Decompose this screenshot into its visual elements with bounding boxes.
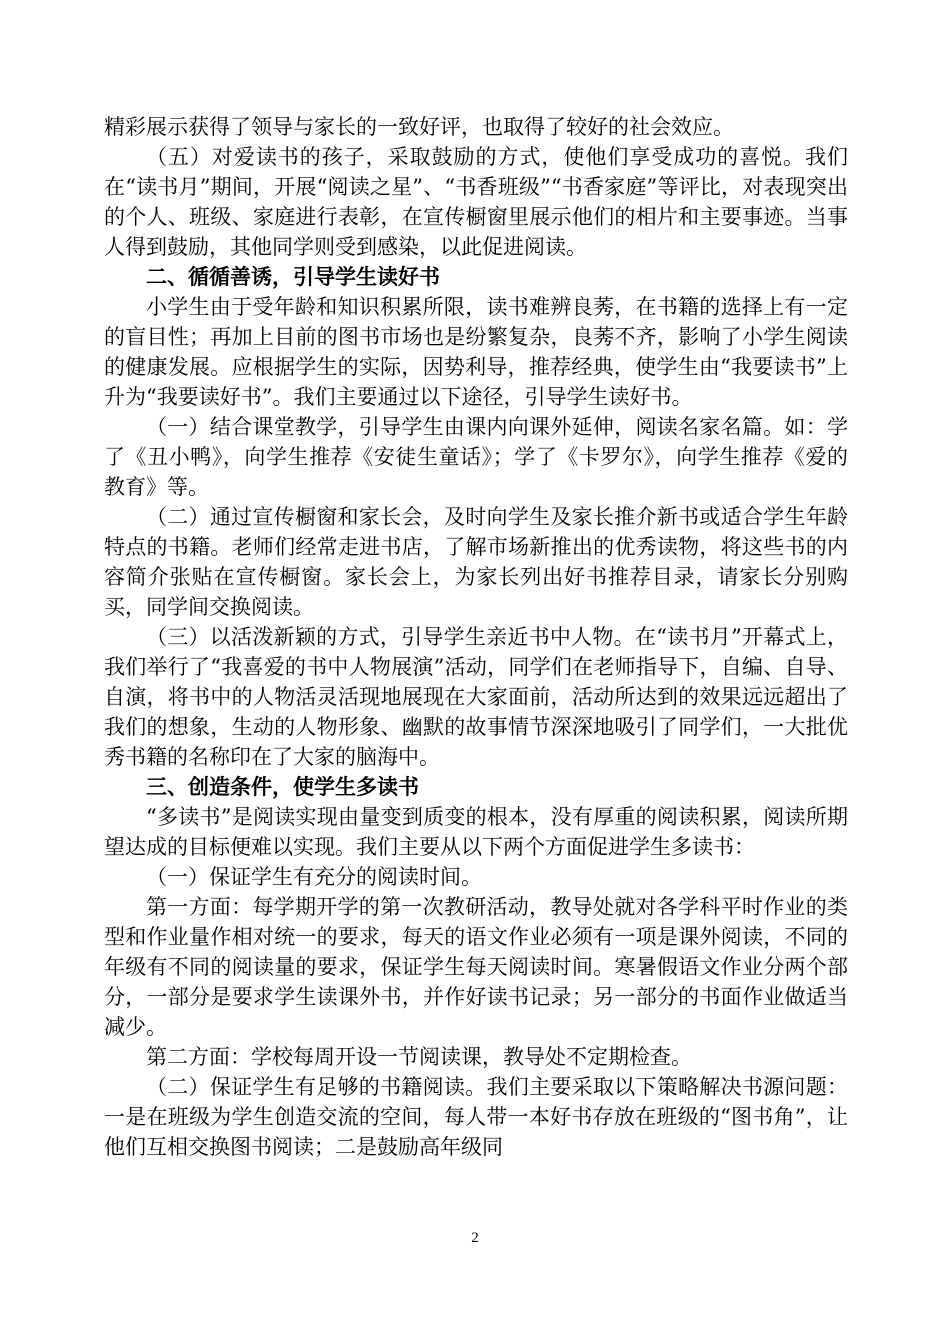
document-body xyxy=(104,112,848,1162)
paragraph: （五）对爱读书的孩子，采取鼓励的方式，使他们享受成功的喜悦。我们在“读书月”期间，开展“阅读之星”、“书香班级”“书香家庭”等评比，对表现突出的个人、班级、家庭进行表彰，在宣传橱窗里展示他们的相片和主要事迹。当事人得到鼓励，其他同学则受到感染，以此促进阅读。 xyxy=(104,145,848,259)
section-heading: 二、循循善诱，引导学生读好书 xyxy=(146,265,440,289)
section-heading: 三、创造条件，使学生多读书 xyxy=(146,775,419,799)
paragraph: 第一方面：每学期开学的第一次教研活动，教导处就对各学科平时作业的类型和作业量作相对统一的要求，每天的语文作业必须有一项是课外阅读，不同的年级有不同的阅读量的要求，保证学生每天阅读时间。寒暑假语文作业分两个部分，一部分是要求学生读课外书，并作好读书记录；另一部分的书面作业做适当减少。 xyxy=(104,895,848,1039)
paragraph: （一）结合课堂教学，引导学生由课内向课外延伸，阅读名家名篇。如：学了《丑小鸭》，向学生推荐《安徒生童话》；学了《卡罗尔》，向学生推荐《爱的教育》等。 xyxy=(104,415,848,499)
paragraph: （三）以活泼新颖的方式，引导学生亲近书中人物。在“读书月”开幕式上，我们举行了“我喜爱的书中人物展演”活动，同学们在老师指导下，自编、自导、自演，将书中的人物活灵活现地展现在大家面前，活动所达到的效果远远超出了我们的想象，生动的人物形象、幽默的故事情节深深地吸引了同学们，一大批优秀书籍的名称印在了大家的脑海中。 xyxy=(104,625,848,769)
paragraph: （二）保证学生有足够的书籍阅读。我们主要采取以下策略解决书源问题：一是在班级为学生创造交流的空间，每人带一本好书存放在班级的“图书角”，让他们互相交换图书阅读；二是鼓励高年级同 xyxy=(104,1075,848,1159)
paragraph: 小学生由于受年龄和知识积累所限，读书难辨良莠，在书籍的选择上有一定的盲目性；再加上目前的图书市场也是纷繁复杂，良莠不齐，影响了小学生阅读的健康发展。应根据学生的实际，因势利导，推荐经典，使学生由“我要读书”上升为“我要读好书”。我们主要通过以下途径，引导学生读好书。 xyxy=(104,295,848,409)
paragraph: 第二方面：学校每周开设一节阅读课，教导处不定期检查。 xyxy=(146,1045,692,1069)
paragraph: 精彩展示获得了领导与家长的一致好评，也取得了较好的社会效应。 xyxy=(104,115,734,139)
paragraph: “多读书”是阅读实现由量变到质变的根本，没有厚重的阅读积累，阅读所期望达成的目标便难以实现。我们主要从以下两个方面促进学生多读书： xyxy=(104,805,848,859)
paragraph: （二）通过宣传橱窗和家长会，及时向学生及家长推介新书或适合学生年龄特点的书籍。老师们经常走进书店，了解市场新推出的优秀读物，将这些书的内容简介张贴在宣传橱窗。家长会上，为家长列出好书推荐目录，请家长分别购买，同学间交换阅读。 xyxy=(104,505,848,619)
page-number: 2 xyxy=(471,1230,479,1246)
paragraph: （一）保证学生有充分的阅读时间。 xyxy=(146,865,482,889)
